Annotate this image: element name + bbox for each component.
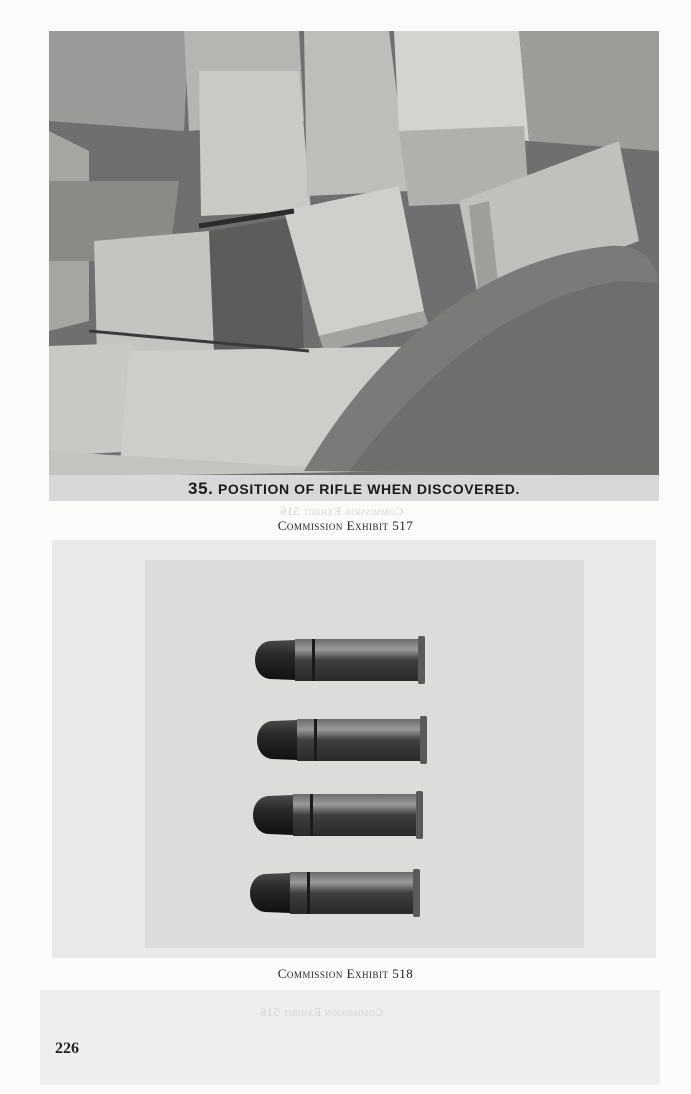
exhibit-518-label: Commission Exhibit 518 xyxy=(277,966,414,981)
caption-text: POSITION OF RIFLE WHEN DISCOVERED. xyxy=(217,481,520,497)
caption-number: 35. xyxy=(188,479,214,498)
bleed-through-label-2: Commission Exhibit 516 xyxy=(260,1005,384,1019)
cartridge xyxy=(250,869,420,917)
cartridges-photo xyxy=(145,560,584,948)
page-number: 226 xyxy=(55,1040,79,1057)
exhibit-517-label: Commission Exhibit 517 xyxy=(277,518,414,533)
cartridge xyxy=(257,716,427,764)
cartridge xyxy=(253,791,423,839)
cartridge xyxy=(255,636,425,684)
bleed-through-label: Commission Exhibit 516 xyxy=(280,504,404,518)
rifle-position-photo xyxy=(49,31,659,501)
photo-caption xyxy=(49,475,659,501)
